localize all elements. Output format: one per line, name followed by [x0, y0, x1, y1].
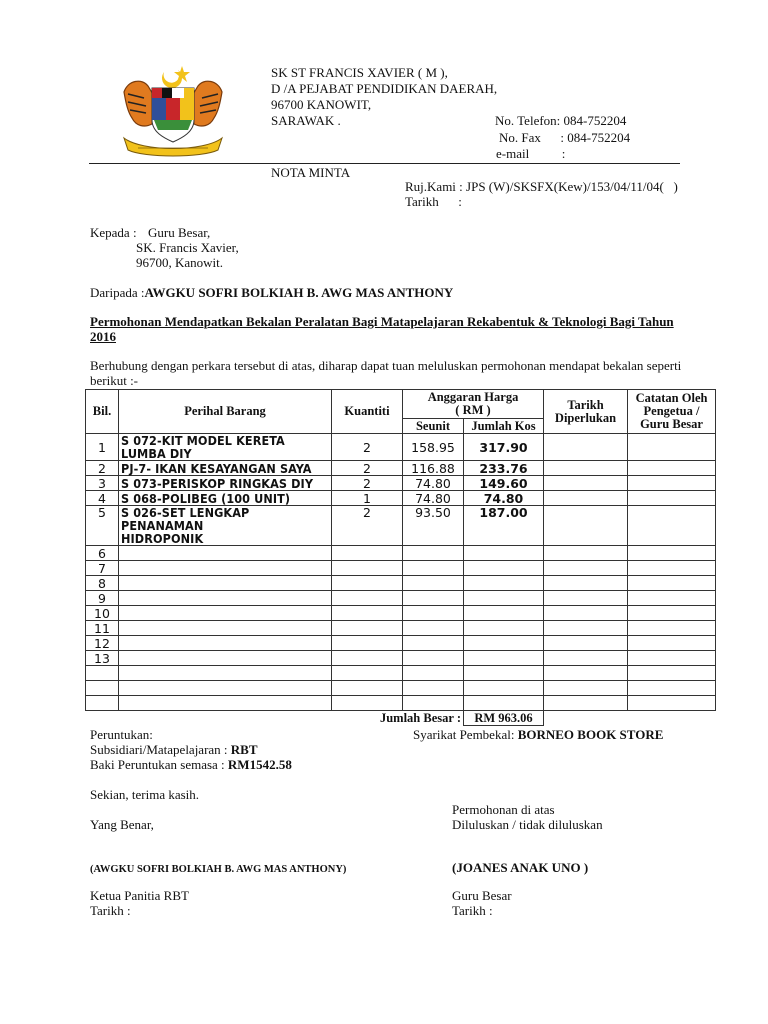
- row-remarks: [628, 546, 716, 561]
- row-item: [119, 606, 332, 621]
- allocation-label: [90, 727, 153, 742]
- row-total: 74.80: [464, 491, 544, 506]
- header-seunit: Seunit: [403, 419, 464, 434]
- header-divider: [89, 163, 680, 164]
- table-row: [86, 546, 716, 561]
- row-bil: 3: [86, 476, 119, 491]
- intro-line-2: berikut :-: [90, 373, 139, 388]
- row-unit-price: [403, 546, 464, 561]
- school-name: SK ST FRANCIS XAVIER ( M ),: [271, 65, 448, 80]
- row-item-line2: HIDROPONIK: [121, 531, 204, 546]
- row-item: [119, 546, 332, 561]
- supplier-line: [413, 727, 663, 742]
- row-remarks: [628, 434, 716, 461]
- row-item: [119, 591, 332, 606]
- row-date-needed: [544, 546, 628, 561]
- header-bil: Bil.: [86, 390, 119, 434]
- row-qty: [332, 696, 403, 711]
- row-date-needed: [544, 606, 628, 621]
- row-remarks: [628, 461, 716, 476]
- row-qty: [332, 606, 403, 621]
- supplier-label: Syarikat Pembekal:: [413, 727, 515, 742]
- row-total: [464, 696, 544, 711]
- header-anggaran: [403, 390, 544, 419]
- table-row: [86, 434, 716, 461]
- row-total: [464, 621, 544, 636]
- row-unit-price: 158.95: [403, 434, 464, 461]
- row-item-line1: S 072-KIT MODEL KERETA LUMBA DIY: [121, 433, 285, 461]
- row-total: [464, 681, 544, 696]
- header-kuantiti: Kuantiti: [332, 390, 403, 434]
- row-bil: [86, 696, 119, 711]
- table-row: [86, 681, 716, 696]
- row-qty: [332, 636, 403, 651]
- row-item: [119, 576, 332, 591]
- row-remarks: [628, 621, 716, 636]
- row-remarks: [628, 681, 716, 696]
- recipient-line-3: 96700, Kanowit.: [136, 255, 224, 270]
- closing-thanks: Sekian, terima kasih.: [90, 787, 200, 802]
- row-qty: [332, 681, 403, 696]
- row-item-line1: S 068-POLIBEG (100 UNIT): [121, 490, 291, 506]
- row-bil: 11: [86, 621, 119, 636]
- row-bil: [86, 666, 119, 681]
- header-catatan-line3: Guru Besar: [640, 417, 703, 431]
- approval-line-2: Diluluskan / tidak diluluskan: [452, 817, 603, 832]
- row-bil: 7: [86, 561, 119, 576]
- row-bil: 8: [86, 576, 119, 591]
- intro-line-1: Berhubung dengan perkara tersebut di atas, diharap dapat tuan meluluskan permohonan mendapat bekalan seperti: [90, 358, 682, 373]
- subsidiary-line: [90, 742, 258, 757]
- supplier-value: BORNEO BOOK STORE: [517, 727, 664, 742]
- left-signatory-name: (AWGKU SOFRI BOLKIAH B. AWG MAS ANTHONY): [90, 864, 347, 875]
- table-row: [86, 636, 716, 651]
- balance-value: RM1542.58: [227, 757, 292, 772]
- header-catatan: [628, 390, 716, 434]
- fax-number: No. Fax : 084-752204: [499, 130, 631, 145]
- table-row: [86, 666, 716, 681]
- row-date-needed: [544, 476, 628, 491]
- recipient-line-1: Guru Besar,: [148, 225, 211, 240]
- subject-line-1: Permohonan Mendapatkan Bekalan Peralatan Bagi Matapelajaran Rekabentuk & Teknologi Bagi Tahun: [90, 314, 674, 329]
- row-date-needed: [544, 491, 628, 506]
- request-table: [85, 389, 716, 726]
- row-total: [464, 591, 544, 606]
- table-row: [86, 621, 716, 636]
- row-unit-price: [403, 621, 464, 636]
- row-remarks: [628, 491, 716, 506]
- row-bil: 9: [86, 591, 119, 606]
- row-qty: [332, 666, 403, 681]
- row-total: 317.90: [464, 434, 544, 461]
- table-row: [86, 491, 716, 506]
- left-signatory-date: Tarikh :: [90, 903, 131, 918]
- subsidiary-value: RBT: [230, 742, 258, 757]
- row-remarks: [628, 606, 716, 621]
- row-bil: 13: [86, 651, 119, 666]
- row-bil: 5: [86, 506, 119, 546]
- row-unit-price: [403, 561, 464, 576]
- right-signatory-title: Guru Besar: [452, 888, 512, 903]
- table-row: [86, 696, 716, 711]
- row-remarks: [628, 651, 716, 666]
- row-item: [119, 476, 332, 491]
- row-bil: 2: [86, 461, 119, 476]
- row-total: [464, 606, 544, 621]
- row-remarks: [628, 506, 716, 546]
- recipient-line-2: SK. Francis Xavier,: [136, 240, 239, 255]
- header-catatan-line1: Catatan Oleh: [635, 391, 708, 405]
- row-item: [119, 681, 332, 696]
- row-item: [119, 696, 332, 711]
- row-qty: [332, 621, 403, 636]
- row-date-needed: [544, 576, 628, 591]
- header-tarikh-line2: Diperlukan: [554, 410, 617, 425]
- row-unit-price: [403, 651, 464, 666]
- row-item: [119, 621, 332, 636]
- row-unit-price: [403, 591, 464, 606]
- row-item: [119, 506, 332, 546]
- right-signatory-date: Tarikh :: [452, 903, 493, 918]
- row-bil: 12: [86, 636, 119, 651]
- row-date-needed: [544, 696, 628, 711]
- coat-of-arms-logo: [118, 62, 228, 158]
- table-row: [86, 476, 716, 491]
- row-unit-price: [403, 576, 464, 591]
- table-row: [86, 591, 716, 606]
- row-qty: [332, 651, 403, 666]
- grand-total-label: [86, 711, 464, 726]
- row-total: [464, 636, 544, 651]
- row-unit-price: 74.80: [403, 476, 464, 491]
- row-date-needed: [544, 666, 628, 681]
- row-qty: [332, 561, 403, 576]
- row-remarks: [628, 636, 716, 651]
- address-line-3: SARAWAK .: [271, 113, 341, 128]
- email-line: e-mail :: [496, 146, 566, 161]
- row-date-needed: [544, 561, 628, 576]
- row-unit-price: [403, 681, 464, 696]
- table-row: [86, 461, 716, 476]
- row-unit-price: [403, 696, 464, 711]
- address-line-1: D /A PEJABAT PENDIDIKAN DAERAH,: [271, 81, 498, 96]
- row-remarks: [628, 696, 716, 711]
- row-unit-price: 93.50: [403, 506, 464, 546]
- row-qty: [332, 546, 403, 561]
- row-qty: [332, 591, 403, 606]
- row-item: [119, 491, 332, 506]
- recipient-label: Kepada :: [90, 225, 137, 240]
- row-remarks: [628, 561, 716, 576]
- header-jumlah-kos: Jumlah Kos: [464, 419, 544, 434]
- right-signatory-name: (JOANES ANAK UNO ): [452, 860, 589, 875]
- row-date-needed: [544, 461, 628, 476]
- row-total: 149.60: [464, 476, 544, 491]
- row-unit-price: [403, 666, 464, 681]
- row-total: 233.76: [464, 461, 544, 476]
- header-tarikh-line1: Tarikh: [567, 397, 604, 412]
- row-item: [119, 561, 332, 576]
- row-item: [119, 651, 332, 666]
- row-date-needed: [544, 681, 628, 696]
- memo-title: NOTA MINTA: [271, 165, 351, 180]
- header-anggaran-line1: Anggaran Harga: [427, 390, 519, 404]
- row-qty: 2: [332, 434, 403, 461]
- approval-line-1: Permohonan di atas: [452, 802, 555, 817]
- sender-label: Daripada :: [90, 285, 145, 300]
- header-tarikh: [544, 390, 628, 434]
- row-date-needed: [544, 591, 628, 606]
- row-qty: [332, 576, 403, 591]
- row-bil: 1: [86, 434, 119, 461]
- row-date-needed: [544, 506, 628, 546]
- row-unit-price: [403, 606, 464, 621]
- row-bil: 6: [86, 546, 119, 561]
- table-row: [86, 651, 716, 666]
- closing-yang-benar: Yang Benar,: [90, 817, 154, 832]
- balance-line: [90, 757, 292, 772]
- row-item: [119, 636, 332, 651]
- grand-total-empty: [544, 711, 716, 726]
- row-remarks: [628, 591, 716, 606]
- row-date-needed: [544, 636, 628, 651]
- row-date-needed: [544, 434, 628, 461]
- row-date-needed: [544, 651, 628, 666]
- row-total: [464, 561, 544, 576]
- row-qty: 2: [332, 476, 403, 491]
- left-signatory-title: Ketua Panitia RBT: [90, 888, 189, 903]
- subject-line-2: 2016: [90, 329, 116, 344]
- row-total: [464, 666, 544, 681]
- address-line-2: 96700 KANOWIT,: [271, 97, 372, 112]
- header-perihal: Perihal Barang: [119, 390, 332, 434]
- row-total: [464, 546, 544, 561]
- memo-date: Tarikh :: [405, 194, 462, 209]
- row-bil: 10: [86, 606, 119, 621]
- table-row: [86, 561, 716, 576]
- table-row: [86, 506, 716, 546]
- row-item: [119, 666, 332, 681]
- row-item-line1: S 026-SET LENGKAP PENANAMAN: [121, 505, 250, 533]
- row-total: [464, 651, 544, 666]
- sender-name: AWGKU SOFRI BOLKIAH B. AWG MAS ANTHONY: [144, 285, 454, 300]
- row-remarks: [628, 666, 716, 681]
- row-qty: 2: [332, 506, 403, 546]
- header-catatan-line2: Pengetua /: [643, 404, 700, 418]
- balance-label: Baki Peruntukan semasa :: [90, 757, 225, 772]
- row-remarks: [628, 476, 716, 491]
- row-remarks: [628, 576, 716, 591]
- row-bil: 4: [86, 491, 119, 506]
- allocation-label-text: Peruntukan:: [90, 727, 153, 742]
- row-item: [119, 434, 332, 461]
- row-unit-price: 116.88: [403, 461, 464, 476]
- row-unit-price: 74.80: [403, 491, 464, 506]
- row-bil: [86, 681, 119, 696]
- sender-line: [90, 285, 453, 300]
- row-total: 187.00: [464, 506, 544, 546]
- row-qty: 2: [332, 461, 403, 476]
- row-qty: 1: [332, 491, 403, 506]
- grand-total-label-text: Jumlah Besar :: [379, 710, 461, 725]
- header-anggaran-line2: ( RM ): [455, 403, 491, 417]
- row-date-needed: [544, 621, 628, 636]
- table-row: [86, 576, 716, 591]
- table-row: [86, 606, 716, 621]
- phone-number: No. Telefon: 084-752204: [495, 113, 627, 128]
- row-item-line1: PJ-7- IKAN KESAYANGAN SAYA: [121, 460, 312, 476]
- row-item: [119, 461, 332, 476]
- subsidiary-label: Subsidiari/Matapelajaran :: [90, 742, 228, 757]
- memo-reference: Ruj.Kami : JPS (W)/SKSFX(Kew)/153/04/11/04( ): [405, 179, 678, 194]
- grand-total-value: RM 963.06: [464, 711, 544, 726]
- row-total: [464, 576, 544, 591]
- row-unit-price: [403, 636, 464, 651]
- row-item-line1: S 073-PERISKOP RINGKAS DIY: [121, 475, 314, 491]
